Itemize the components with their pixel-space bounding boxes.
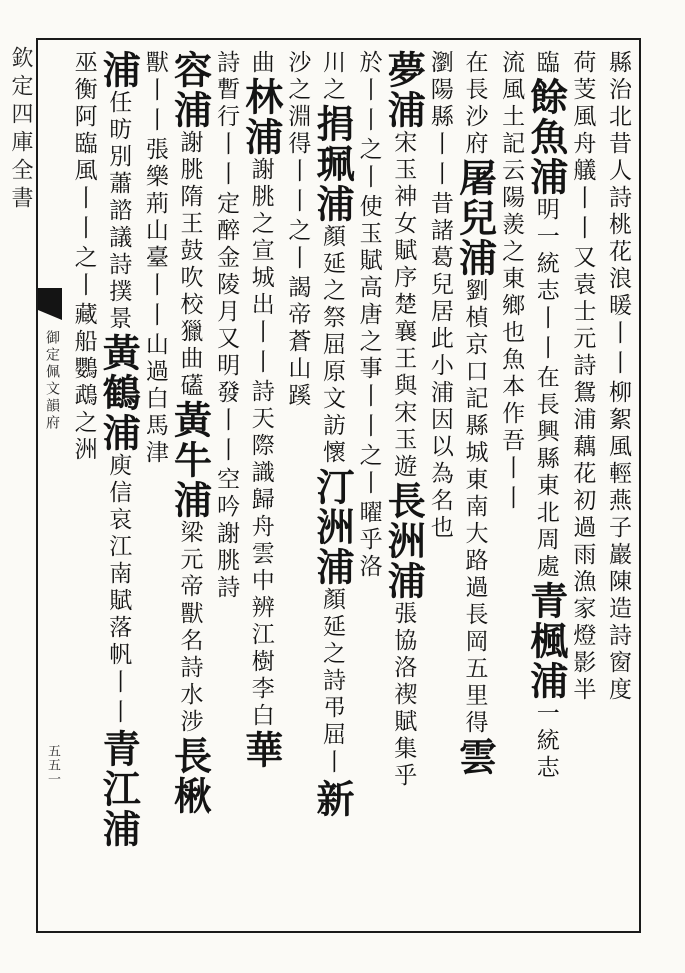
entry-text: 丨丨 (354, 383, 383, 443)
entry-text: 顏延之詩弔屈 (319, 587, 345, 749)
entry-text: 丨 (354, 470, 383, 500)
entry-text: 丨丨 (604, 320, 632, 380)
entry-text: 庾信哀江南賦落帆 (105, 453, 132, 669)
entry-heading: 長洲浦 (381, 481, 427, 601)
entry-text: 丨 (283, 245, 312, 275)
entry-heading: 容浦 (167, 50, 213, 130)
entry-text: 獸 (141, 50, 168, 77)
entry-text: 任昉別蕭諮議詩撲景 (105, 90, 132, 333)
entry-text: 沙之淵得 (284, 50, 311, 158)
entry-text: 一統志 (532, 701, 559, 782)
entry-heading: 汀洲浦 (310, 467, 355, 587)
text-column (310, 50, 355, 930)
entry-text: 昔諸葛兒居此小浦因以為名也 (426, 191, 453, 542)
entry-text: 使玉賦高唐之事 (355, 194, 382, 383)
entry-text: 風土記云陽羨之東鄉也魚本作吾 (498, 77, 525, 455)
entry-text: 於 (355, 50, 382, 77)
entry-text: 巫衡阿臨風 (70, 50, 97, 185)
entry-text: 定醉金陵月又明發 (213, 191, 240, 407)
entry-text: 空吟謝朓詩 (213, 467, 240, 602)
text-column (381, 50, 427, 930)
entry-heading: 屠兒浦 (452, 158, 498, 278)
entry-text: 縣治北昔人詩桃花浪暖 (605, 50, 631, 320)
entry-text: 張協洛禊賦集乎 (390, 601, 417, 790)
text-column (66, 50, 98, 930)
entry-text: 瀏陽縣 (426, 50, 453, 131)
entry-text: 在長興縣東北周處 (532, 365, 559, 581)
entry-text: 丨丨 (140, 77, 169, 137)
entry-heading: 長楸 (167, 736, 213, 816)
entry-heading: 林浦 (238, 77, 284, 157)
entry-text: 藏船鸚鵡之洲 (70, 302, 97, 464)
text-column (167, 50, 213, 930)
entry-text: 曜乎洛 (355, 500, 382, 581)
margin-page-number: 五五一 (45, 744, 60, 786)
entry-text: 丨丨 (497, 455, 526, 515)
text-column (96, 50, 142, 930)
entry-text: 丨 (318, 749, 346, 779)
text-column (565, 50, 597, 930)
entry-text: 丨丨 (425, 131, 454, 191)
entry-heading: 捐珮浦 (310, 104, 355, 224)
text-column (600, 50, 632, 930)
entry-heading: 餘魚浦 (523, 77, 569, 197)
entry-text: 詩暫行 (213, 50, 240, 131)
entry-text: 丨丨 (104, 669, 133, 729)
entry-text: 之 (355, 443, 382, 470)
entry-text: 梁元帝獸名詩水涉 (176, 520, 203, 736)
text-column (137, 50, 169, 930)
entry-text: 丨丨 (69, 185, 98, 245)
margin-book-title: 御定佩文韻府 (44, 330, 60, 432)
entry-text: 流 (498, 50, 525, 77)
entry-text: 丨丨 (531, 305, 560, 365)
entry-text: 柳絮風輕燕子巖陳造詩窗度 (605, 380, 631, 704)
fish-tail-mark (38, 288, 62, 310)
entry-text: 明一統志 (532, 197, 559, 305)
entry-heading: 華 (238, 730, 284, 770)
text-column (452, 50, 498, 930)
entry-heading: 黃鶴浦 (96, 333, 142, 453)
entry-text: 丨 (354, 164, 383, 194)
text-column (209, 50, 241, 930)
entry-text: 丨丨 (212, 407, 241, 467)
entry-text: 川之 (319, 50, 345, 104)
entry-heading: 夢浦 (381, 50, 427, 130)
entry-text: 荷芰風舟艤 (569, 50, 596, 185)
entry-text: 謝朓之宣城出 (247, 157, 274, 319)
text-column (238, 50, 284, 930)
entry-text: 曲 (247, 50, 274, 77)
entry-text: 之 (284, 218, 311, 245)
text-column (523, 50, 569, 930)
text-column (351, 50, 383, 930)
entry-text: 之 (355, 137, 382, 164)
entry-text: 詩天際識歸舟雲中辨江樹李白 (247, 379, 274, 730)
entry-text: 丨丨 (354, 77, 383, 137)
entry-text: 謝朓隋王鼓吹校獵曲礚 (176, 130, 203, 400)
entry-heading: 黃牛浦 (167, 400, 213, 520)
entry-text: 臨 (532, 50, 559, 77)
text-column (280, 50, 312, 930)
entry-heading: 青江浦 (96, 729, 142, 849)
entry-text: 丨丨 (283, 158, 312, 218)
entry-text: 山過白馬津 (141, 332, 168, 467)
entry-text: 丨丨 (568, 185, 597, 245)
entry-heading: 雲 (452, 737, 498, 777)
entry-text: 謁帝蒼山蹊 (284, 275, 311, 410)
entry-text: 丨丨 (212, 131, 241, 191)
entry-text: 張樂荊山臺 (141, 137, 168, 272)
entry-text: 丨丨 (140, 272, 169, 332)
entry-text: 在長沙府 (461, 50, 488, 158)
entry-text: 宋玉神女賦序楚襄王與宋玉遊 (390, 130, 417, 481)
entry-text: 丨 (69, 272, 98, 302)
entry-text: 劉楨京口記縣城東南大路過長岡五里得 (461, 278, 488, 737)
entry-text: 丨丨 (246, 319, 275, 379)
entry-heading: 青楓浦 (523, 581, 569, 701)
entry-text: 又袁士元詩鴛浦藕花初過雨漁家燈影半 (569, 245, 596, 704)
margin-top-title: 欽定四庫全書 (8, 46, 33, 214)
entry-heading: 浦 (96, 50, 142, 90)
entry-heading: 新 (310, 779, 355, 819)
text-column (494, 50, 526, 930)
text-column (422, 50, 454, 930)
entry-text: 之 (70, 245, 97, 272)
entry-text: 顏延之祭屈原文訪懷 (319, 224, 345, 467)
